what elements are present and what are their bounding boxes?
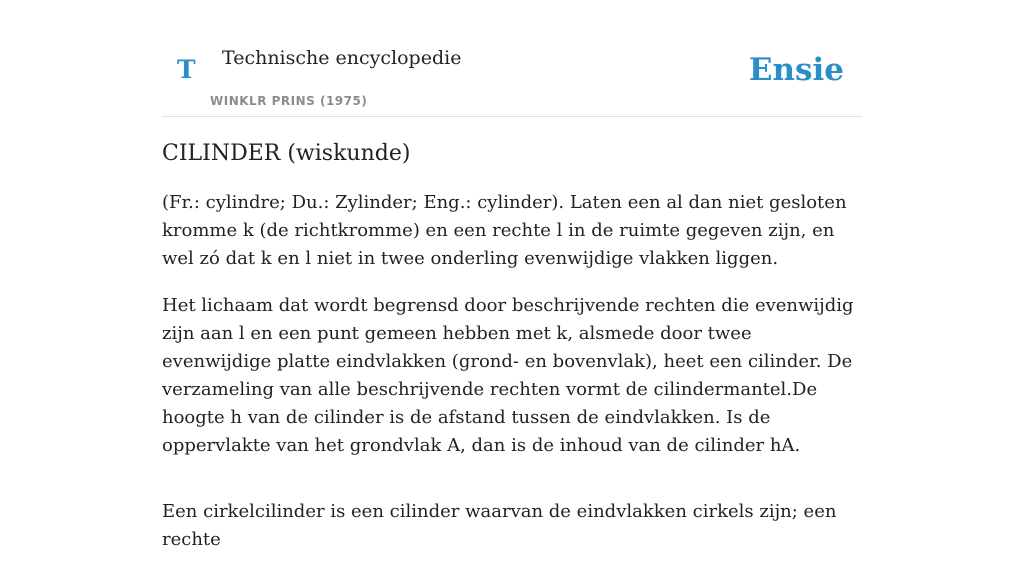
encyclopedia-source: WINKLR PRINS (1975) [210, 94, 368, 108]
article [162, 138, 862, 573]
paragraph-spacer [162, 479, 862, 498]
article-paragraph: (Fr.: cylindre; Du.: Zylinder; Eng.: cylinder). Laten een al dan niet gesloten kromme k (de richtkromme) en een rechte l in de ruimte gegeven zijn, en wel zó dat k en l niet in twee onderling evenwijdige vlakken liggen. [162, 192, 847, 269]
encyclopedia-title[interactable]: Technische encyclopedie [222, 47, 462, 69]
brand-logo-link[interactable]: Ensie [748, 52, 844, 88]
header [162, 0, 862, 117]
article-title: CILINDER (wiskunde) [162, 141, 411, 166]
article-paragraph: Een cirkelcilinder is een cilinder waarvan de eindvlakken cirkels zijn; een rechte [162, 501, 837, 550]
encyclopedia-logo-icon: T [177, 55, 196, 84]
article-paragraph: Het lichaam dat wordt begrensd door beschrijvende rechten die evenwijdig zijn aan l en een punt gemeen hebben met k, alsmede door twee evenwijdige platte eindvlakken (grond- en bovenvlak), heet een cilinder. De verzameling van alle beschrijvende rechten vormt de cilindermantel.De hoogte h van de cilinder is de afstand tussen de eindvlakken. Is de oppervlakte van het grondvlak A, dan is de inhoud van de cilinder hA. [162, 295, 854, 456]
